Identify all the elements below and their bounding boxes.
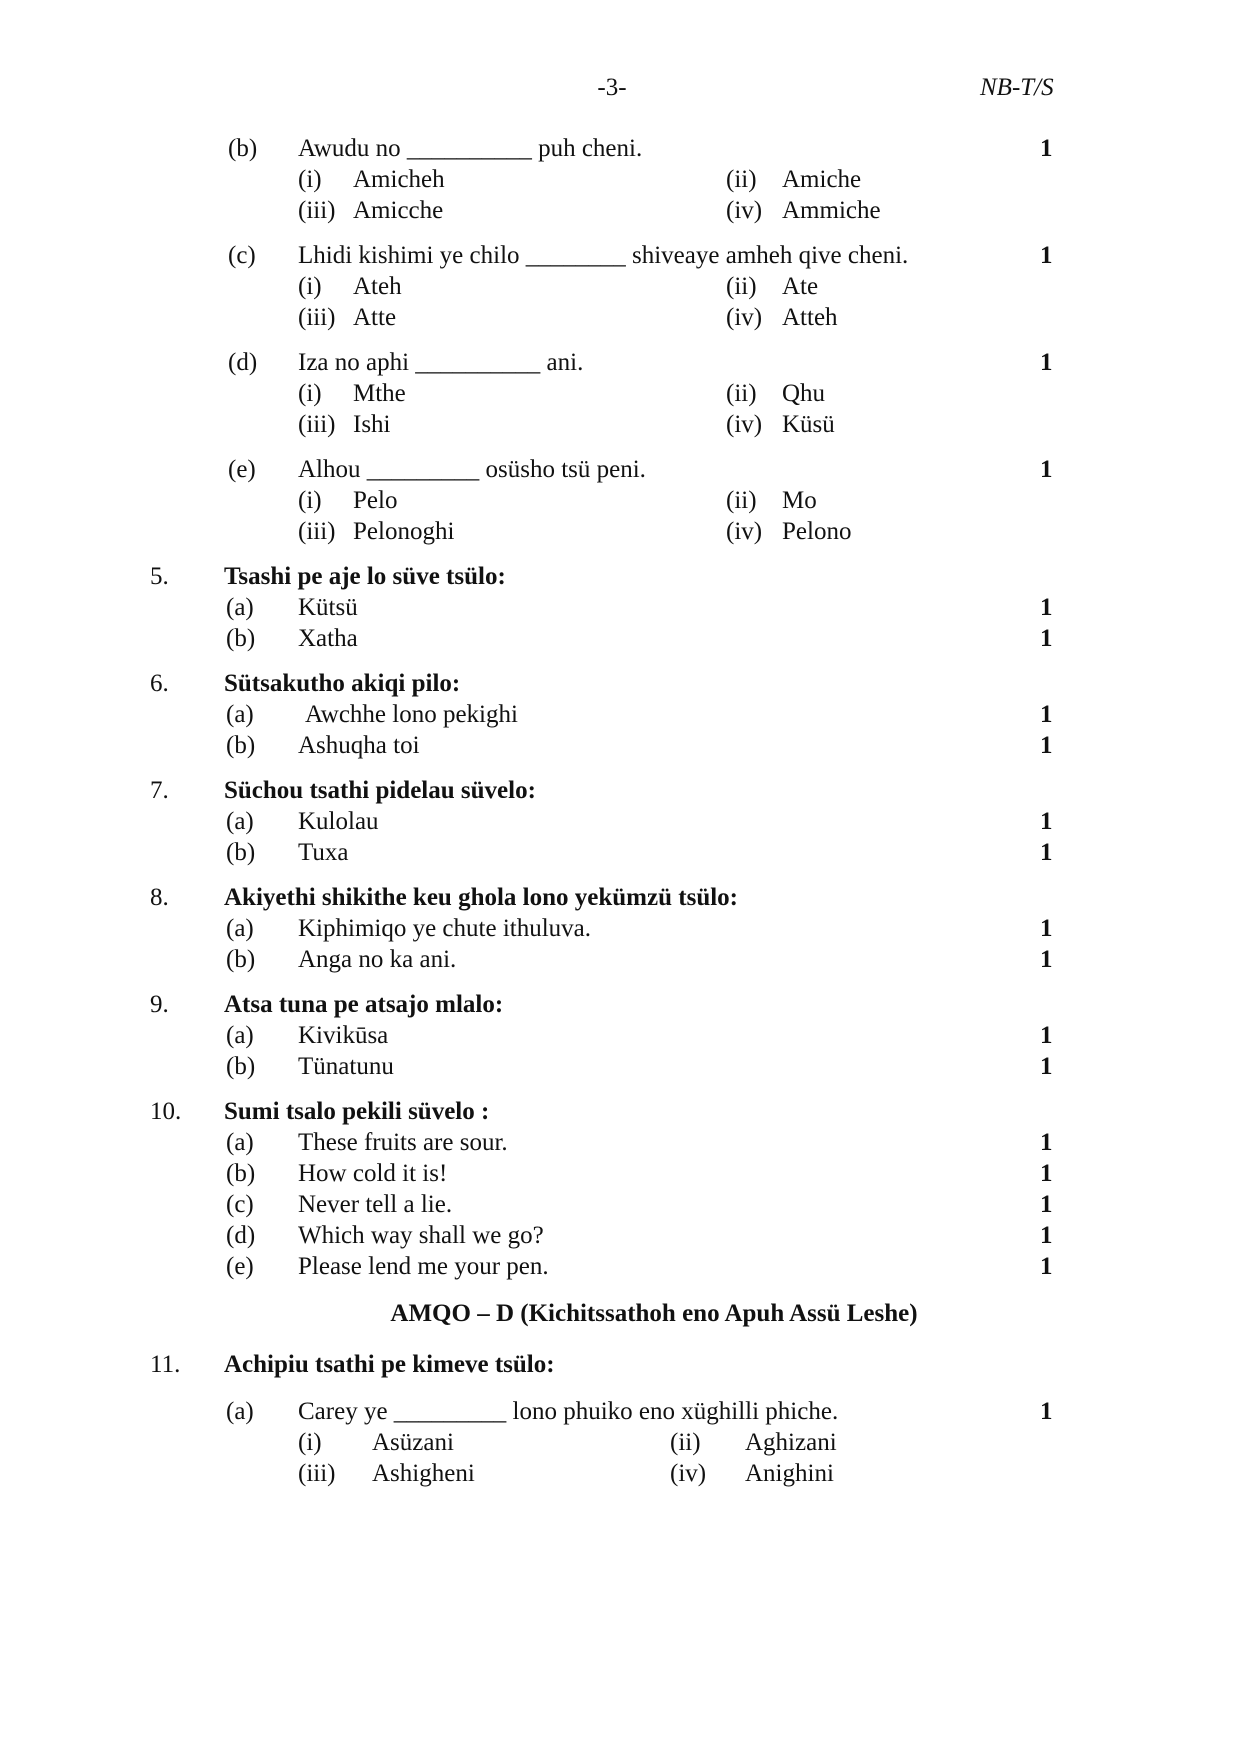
marks: 1 <box>1040 456 1053 483</box>
option-num: (iii) <box>298 1460 336 1487</box>
option-num: (ii) <box>726 487 757 514</box>
question-title: Sütsakutho akiqi pilo: <box>224 670 461 697</box>
marks: 1 <box>1040 915 1053 942</box>
option-text: Qhu <box>782 380 826 407</box>
item-label: (a) <box>226 1129 254 1156</box>
marks: 1 <box>1040 1398 1053 1425</box>
option-text: Ateh <box>353 273 402 300</box>
item-text: Kiphimiqo ye chute ithuluva. <box>298 915 592 942</box>
item-label: (a) <box>226 1398 254 1425</box>
item-text: Never tell a lie. <box>298 1191 453 1218</box>
item-text: Kivikūsa <box>298 1022 389 1049</box>
question-title: Atsa tuna pe atsajo mlalo: <box>224 991 504 1018</box>
item-label: (a) <box>226 1022 254 1049</box>
item-label: (b) <box>226 839 256 866</box>
question-title: Süchou tsathi pidelau süvelo: <box>224 777 536 804</box>
item-label: (b) <box>226 946 256 973</box>
question-number: 10. <box>150 1098 182 1125</box>
item-label: (b) <box>226 1053 256 1080</box>
question-title: Akiyethi shikithe keu ghola lono yekümzü tsülo: <box>224 884 738 911</box>
item-label: (b) <box>226 1160 256 1187</box>
option-text: Atteh <box>782 304 838 331</box>
sub-label: (e) <box>228 456 256 483</box>
item-text: Xatha <box>298 625 358 652</box>
item-label: (b) <box>226 732 256 759</box>
marks: 1 <box>1040 242 1053 269</box>
marks: 1 <box>1040 732 1053 759</box>
marks: 1 <box>1040 349 1053 376</box>
sub-text: Iza no aphi __________ ani. <box>298 349 584 376</box>
paper-code: NB-T/S <box>980 74 1054 101</box>
marks: 1 <box>1040 1222 1053 1249</box>
option-text: Asüzani <box>372 1429 454 1456</box>
marks: 1 <box>1040 1160 1053 1187</box>
option-text: Ate <box>782 273 819 300</box>
marks: 1 <box>1040 1053 1053 1080</box>
marks: 1 <box>1040 839 1053 866</box>
sub-label: (c) <box>228 242 256 269</box>
option-text: Mthe <box>353 380 406 407</box>
item-text: Anga no ka ani. <box>298 946 457 973</box>
option-num: (iii) <box>298 411 336 438</box>
option-num: (ii) <box>726 273 757 300</box>
sub-label: (d) <box>228 349 258 376</box>
marks: 1 <box>1040 625 1053 652</box>
marks: 1 <box>1040 1253 1053 1280</box>
option-num: (iii) <box>298 197 336 224</box>
question-title: Tsashi pe aje lo süve tsülo: <box>224 563 506 590</box>
item-text: Tuxa <box>298 839 349 866</box>
option-text: Ishi <box>353 411 391 438</box>
marks: 1 <box>1040 946 1053 973</box>
sub-text: Awudu no __________ puh cheni. <box>298 135 643 162</box>
question-number: 7. <box>150 777 169 804</box>
marks: 1 <box>1040 1129 1053 1156</box>
option-text: Amicheh <box>353 166 445 193</box>
marks: 1 <box>1040 1022 1053 1049</box>
option-num: (i) <box>298 1429 322 1456</box>
option-num: (i) <box>298 273 322 300</box>
item-label: (b) <box>226 625 256 652</box>
option-num: (ii) <box>726 380 757 407</box>
marks: 1 <box>1040 701 1053 728</box>
option-text: Küsü <box>782 411 835 438</box>
sub-text: Lhidi kishimi ye chilo ________ shiveaye amheh qive cheni. <box>298 242 909 269</box>
item-label: (a) <box>226 594 254 621</box>
page-number: -3- <box>597 74 627 101</box>
option-num: (iv) <box>726 518 763 545</box>
option-text: Aghizani <box>745 1429 837 1456</box>
option-text: Amicche <box>353 197 444 224</box>
section-heading: AMQO – D (Kichitssathoh eno Apuh Assü Leshe) <box>390 1300 918 1327</box>
item-label: (a) <box>226 701 254 728</box>
option-num: (iv) <box>726 304 763 331</box>
option-num: (iii) <box>298 518 336 545</box>
option-num: (i) <box>298 380 322 407</box>
item-text: Tünatunu <box>298 1053 394 1080</box>
option-num: (ii) <box>670 1429 701 1456</box>
option-num: (iv) <box>726 197 763 224</box>
question-number: 9. <box>150 991 169 1018</box>
option-text: Anighini <box>745 1460 834 1487</box>
option-text: Atte <box>353 304 397 331</box>
option-num: (ii) <box>726 166 757 193</box>
item-label: (a) <box>226 808 254 835</box>
question-number: 11. <box>150 1351 181 1378</box>
marks: 1 <box>1040 135 1053 162</box>
option-text: Amiche <box>782 166 862 193</box>
sub-label: (b) <box>228 135 258 162</box>
item-text: Please lend me your pen. <box>298 1253 549 1280</box>
option-num: (i) <box>298 487 322 514</box>
option-text: Pelo <box>353 487 398 514</box>
option-text: Pelonoghi <box>353 518 455 545</box>
option-num: (iv) <box>726 411 763 438</box>
marks: 1 <box>1040 808 1053 835</box>
item-text: Kütsü <box>298 594 358 621</box>
marks: 1 <box>1040 594 1053 621</box>
item-text: Ashuqha toi <box>298 732 420 759</box>
option-num: (i) <box>298 166 322 193</box>
question-number: 8. <box>150 884 169 911</box>
question-title: Sumi tsalo pekili süvelo : <box>224 1098 490 1125</box>
option-text: Ammiche <box>782 197 881 224</box>
sub-text: Alhou _________ osüsho tsü peni. <box>298 456 646 483</box>
item-text: These fruits are sour. <box>298 1129 508 1156</box>
item-text: Kulolau <box>298 808 379 835</box>
option-text: Pelono <box>782 518 852 545</box>
option-num: (iii) <box>298 304 336 331</box>
marks: 1 <box>1040 1191 1053 1218</box>
question-number: 5. <box>150 563 169 590</box>
item-label: (a) <box>226 915 254 942</box>
item-text: How cold it is! <box>298 1160 448 1187</box>
option-num: (iv) <box>670 1460 707 1487</box>
option-text: Ashigheni <box>372 1460 475 1487</box>
item-label: (c) <box>226 1191 254 1218</box>
question-number: 6. <box>150 670 169 697</box>
item-text: Which way shall we go? <box>298 1222 544 1249</box>
item-text: Awchhe lono pekighi <box>305 701 518 728</box>
item-text: Carey ye _________ lono phuiko eno xüghilli phiche. <box>298 1398 839 1425</box>
item-label: (e) <box>226 1253 254 1280</box>
option-text: Mo <box>782 487 817 514</box>
question-title: Achipiu tsathi pe kimeve tsülo: <box>224 1351 555 1378</box>
item-label: (d) <box>226 1222 256 1249</box>
